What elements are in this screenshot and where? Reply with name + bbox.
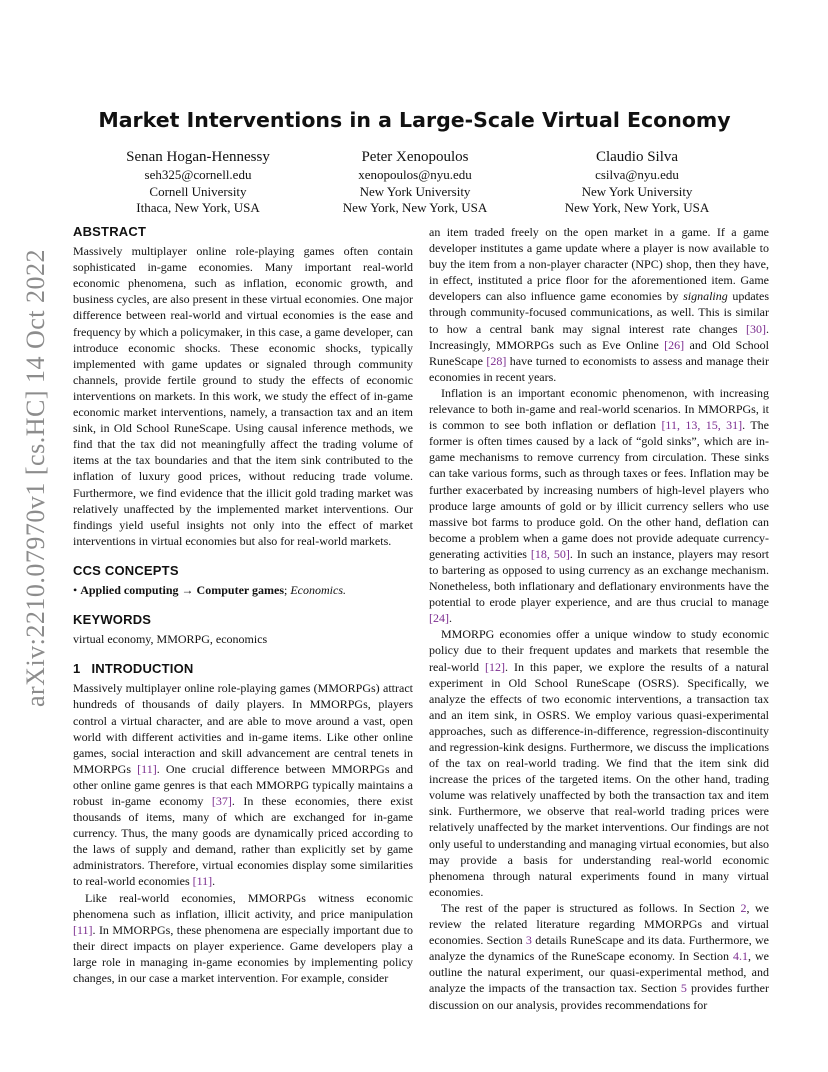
- paper-title: Market Interventions in a Large-Scale Virtual Economy: [98, 108, 731, 132]
- paragraph: The rest of the paper is structured as follows. In Section 2, we review the related literature regarding MMORPGs and virtual economies. Section 3 details RuneScape and its data. Furthermore, we analyze the dynamics of the RuneScape economy. In Section 4.1, we outline the natural experiment, our quasi-experimental method, and analyze the impacts of the transaction tax. Section 5 provides further discussion on our analysis, provides recommendations for: [429, 900, 769, 1012]
- citation-link[interactable]: [26]: [664, 337, 685, 352]
- left-column: [73, 224, 413, 986]
- citation-link[interactable]: [18, 50]: [530, 546, 570, 561]
- author-affiliation: New York University: [581, 183, 693, 199]
- paragraph: an item traded freely on the open market in a game. If a game developer institutes a game update where a player is now available to buy the item from a non-player character (NPC) shop, then they have, in effect, instituted a price floor for the aforementioned item. Game developers can also influence game economies by signaling updates through community-focused communications, as well. This is similar to how a central bank may signal interest rate changes [30]. Increasingly, MMORPGs such as Eve Online [26] and Old School RuneScape [28] have turned to economists to assess and manage their economies in recent years.: [429, 225, 770, 384]
- author-affiliation: New York University: [359, 183, 471, 199]
- ccs-text: [73, 582, 413, 598]
- author-email: xenopoulos@nyu.edu: [358, 167, 472, 182]
- section-link[interactable]: 5: [680, 981, 687, 996]
- keywords-heading: KEYWORDS: [73, 612, 152, 628]
- author-block: [542, 148, 732, 217]
- abstract-heading: ABSTRACT: [73, 224, 147, 239]
- section-link[interactable]: 3: [525, 933, 532, 948]
- right-column: [429, 224, 769, 1013]
- author-location: Ithaca, New York, USA: [136, 200, 260, 215]
- paragraph: Inflation is an important economic phenomenon, with increasing relevance to both in-game and real-world scenarios. In MMORPGs, it is common to see both inflation or deflation [11, 13, 15, 31]. The former is often times caused by a lack of “gold sinks”, which are in-game mechanisms to remove currency from circulation. These sinks can take various forms, such as through taxes or fees. Inflation may be further exacerbated by increasing numbers of high-level players who produce large amounts of gold or by illicit currency sellers who use massive bot farms to produce gold. On the other hand, deflation can become a problem when a game does not provide adequate currency-generating activities [18, 50]. In such an instance, players may resort to bartering as opposed to using currency as an exchange mechanism. Nonetheless, both inflationary and deflationary environments have the potential to erode player experience, and are thus crucial to manage [24].: [429, 385, 770, 626]
- ccs-concept-secondary: Economics.: [290, 582, 346, 597]
- section-number: 1: [73, 661, 81, 677]
- paragraph: Massively multiplayer online role-playing games (MMORPGs) attract hundreds of thousands of daily players. In MMORPGs, players control a virtual character, and are able to move around a vast, open world with different activities and in-game items. Like other online games, social interaction and skill advancement are central tenets in MMORPGs [11]. One crucial difference between MMORPGs and other online game genres is that each MMORPG typically maintains a robust in-game economy [37]. In these economies, there exist thousands of items, many of which are exchanged for in-game currency. Thus, the many goods are dynamically priced according to the laws of supply and demand, rather than explicitly set by game administrators. Therefore, virtual economies display some similarities to real-world economies [11].: [73, 681, 413, 889]
- section-title: INTRODUCTION: [91, 661, 194, 677]
- author-name: Senan Hogan-Hennessy: [126, 149, 270, 165]
- author-name: Peter Xenopoulos: [361, 149, 469, 165]
- arxiv-identifier-text: arXiv:2210.07970v1 [cs.HC] 14 Oct 2022: [21, 248, 50, 708]
- citation-link[interactable]: [24]: [429, 611, 449, 626]
- keywords-text: virtual economy, MMORPG, economics: [73, 632, 268, 647]
- section-link[interactable]: 4.1: [733, 949, 749, 964]
- author-affiliation: Cornell University: [149, 183, 247, 199]
- arxiv-identifier: [0, 0, 72, 1072]
- citation-link[interactable]: [11]: [137, 761, 157, 776]
- author-email: seh325@cornell.edu: [144, 167, 252, 182]
- citation-link[interactable]: [11]: [73, 922, 93, 937]
- citation-link[interactable]: [11]: [192, 874, 213, 889]
- citation-link[interactable]: [37]: [211, 794, 232, 808]
- author-name: Claudio Silva: [595, 149, 679, 165]
- citation-link[interactable]: [28]: [486, 353, 507, 368]
- author-block: [320, 148, 510, 217]
- citation-link[interactable]: [30]: [746, 321, 766, 336]
- citation-link[interactable]: [12]: [484, 659, 505, 674]
- author-block: [103, 148, 293, 217]
- author-email: csilva@nyu.edu: [595, 167, 679, 182]
- paragraph: Like real-world economies, MMORPGs witness economic phenomena such as inflation, illicit activity, and price manipulation [11]. In MMORPGs, these phenomena are especially important due to their direct impacts on player experience. Game developers play a large role in managing in-game economies by implementing policy changes, in our case a market intervention. For example, consider: [73, 890, 413, 986]
- section-link[interactable]: 2: [740, 900, 747, 915]
- paragraph: MMORPG economies offer a unique window to study economic policy due to their frequent updates and markets that resemble the real-world [12]. In this paper, we explore the results of a natural experiment in Old School RuneScape (OSRS). Specifically, we analyze the effects of two economic interventions, a transaction tax and an item sink, in OSRS. We employ various quasi-experimental approaches, such as difference-in-difference, regression-discontinuity and regression-kink designs. Furthermore, we discuss the implications of the tax on real-world trading. We find that the item sink did increase the prices of the targeted items. On the other hand, trading volume was relatively unaffected by both the transaction tax and item sink. Furthermore, we observe that real-world trading prices were relatively unaffected by the market interventions. Our findings are not only useful to understanding and managing virtual economies, but also may provide a basis for understanding real-world economic phenomena through natural experiments found in many virtual economies.: [429, 627, 769, 899]
- ccs-concept: Applied computing → Computer games: [80, 582, 284, 597]
- citation-link[interactable]: [11, 13, 15, 31]: [661, 418, 743, 433]
- author-location: New York, New York, USA: [564, 200, 710, 215]
- ccs-separator: ;: [284, 582, 291, 597]
- ccs-heading: CCS CONCEPTS: [73, 562, 179, 578]
- author-location: New York, New York, USA: [342, 200, 488, 215]
- abstract-text: Massively multiplayer online role-playing games often contain sophisticated in-game economies. Many important real-world economic phenomena, such as inflation, economic growth, and business cycles, are also present in these virtual economies. One major difference between real-world and virtual economies is the ease and frequency by which a policymaker, in this case, a game developer, can introduce economic shocks. These economic shocks, typically implemented with game updates or signaled through community channels, provide fertile ground to study the effects of economic interventions on markets. In this work, we study the effect of in-game economic market interventions, namely, a transaction tax and an item sink, in Old School RuneScape. Using causal inference methods, we find that the tax did not meaningfully affect the trading volume of items at the tax boundaries and that the item sink contributed to the inflation of luxury good prices, without reducing trade volume. Furthermore, we find evidence that the illicit gold trading market was relatively unaffected by the implemented market interventions. Our findings yield useful insights not only into the effect of market interventions in virtual economies but also for real-world markets.: [73, 244, 413, 548]
- ccs-bullet: •: [73, 582, 78, 597]
- section-heading-introduction: [73, 661, 413, 677]
